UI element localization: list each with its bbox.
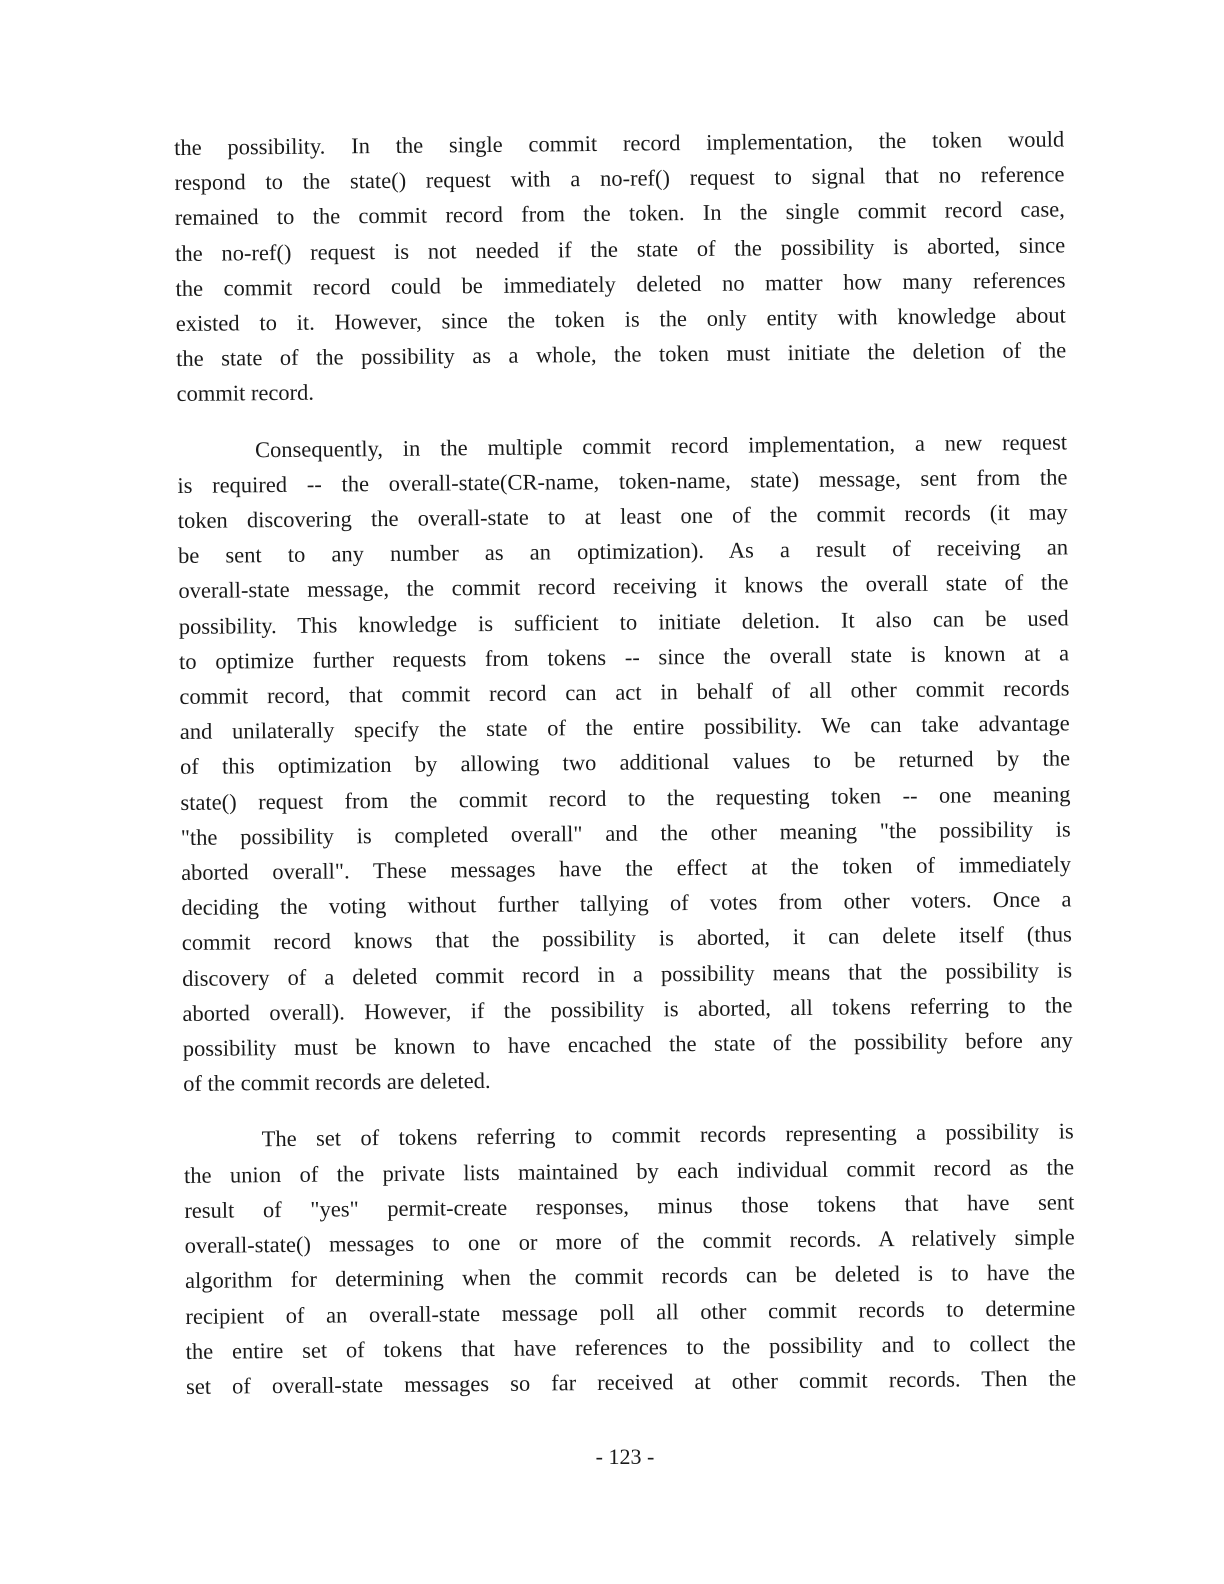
paragraph-1 — [174, 121, 1067, 411]
text-line: commit record, that commit record can act in behalf of all other commit records — [179, 675, 1070, 710]
text-line: overall-state message, the commit record receiving it knows the overall state of the — [178, 569, 1069, 604]
text-line: the no-ref() request is not needed if the state of the possibility is aborted, since — [175, 232, 1066, 266]
text-line: existed to it. However, since the token is the only entity with knowledge about — [175, 302, 1066, 337]
text-line: of this optimization by allowing two additional values to be returned by the — [179, 745, 1071, 780]
text-line: aborted overall). However, if the possibility is aborted, all tokens referring to the — [182, 992, 1073, 1026]
text-line: token discovering the overall-state to at least one of the commit records (it may — [177, 499, 1068, 534]
text-line: remained to the commit record from the token. In the single commit record case, — [174, 196, 1065, 231]
text-line: Consequently, in the multiple commit record implementation, a new request — [254, 429, 1068, 462]
text-line: the commit record could be immediately deleted no matter how many references — [175, 267, 1066, 301]
text-line: commit record knows that the possibility is aborted, it can delete itself (thus — [181, 921, 1072, 956]
text-line: set of overall-state messages so far received at other commit records. Then the — [185, 1365, 1077, 1399]
paragraph-3 — [184, 1114, 1077, 1404]
text-line: discovery of a deleted commit record in a possibility means that the possibility is — [182, 957, 1073, 991]
text-line: result of "yes" permit-create responses, minus those tokens that have sent — [184, 1189, 1075, 1223]
text-line: possibility. This knowledge is sufficient to initiate deletion. It also can be used — [178, 605, 1069, 639]
text-line: overall-state() messages to one or more of the commit records. A relatively simple — [184, 1224, 1075, 1259]
text-line: commit record. — [176, 380, 315, 407]
text-line: the state of the possibility as a whole, the token must initiate the deletion of the — [176, 337, 1067, 372]
text-line: the entire set of tokens that have references to the possibility and to collect the — [185, 1330, 1076, 1364]
text-line: "the possibility is completed overall" and the other meaning "the possibility is — [180, 816, 1071, 850]
text-line: of the commit records are deleted. — [183, 1068, 491, 1097]
page-number: - 123 - — [595, 1444, 655, 1469]
text-line: aborted overall". These messages have the effect at the token of immediately — [181, 851, 1072, 886]
text-line: The set of tokens referring to commit records representing a possibility is — [261, 1118, 1074, 1152]
text-line: the possibility. In the single commit record implementation, the token would — [174, 126, 1065, 160]
text-line: be sent to any number as an optimization). As a result of receiving an — [177, 534, 1069, 569]
text-line: state() request from the commit record to the requesting token -- one meaning — [180, 781, 1071, 815]
text-line: is required -- the overall-state(CR-name, token-name, state) message, sent from the — [177, 464, 1068, 498]
text-line: the union of the private lists maintained by each individual commit record as the — [183, 1154, 1075, 1188]
text-line: deciding the voting without further tallying of votes from other voters. Once a — [181, 886, 1072, 921]
text-line: and unilaterally specify the state of the entire possibility. We can take advantage — [179, 710, 1070, 745]
body-text — [174, 121, 1076, 1404]
text-line: to optimize further requests from tokens -- since the overall state is known at a — [178, 640, 1070, 674]
text-line: recipient of an overall-state message poll all other commit records to determine — [185, 1294, 1076, 1329]
text-line: respond to the state() request with a no-ref() request to signal that no reference — [174, 161, 1065, 196]
paragraph-2 — [177, 424, 1073, 1101]
text-line: possibility must be known to have encached the state of the possibility before any — [182, 1027, 1073, 1062]
text-line: algorithm for determining when the commit records can be deleted is to have the — [184, 1259, 1076, 1294]
